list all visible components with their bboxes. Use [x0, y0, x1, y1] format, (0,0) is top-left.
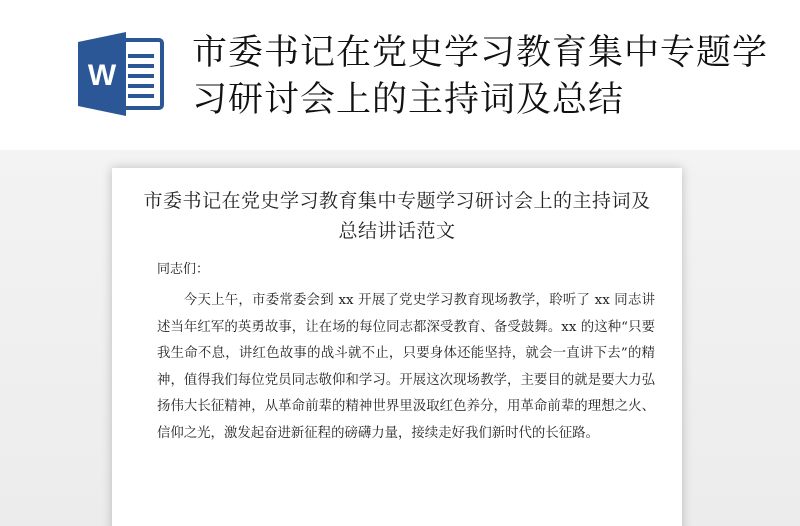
- word-document-icon: [76, 28, 166, 120]
- salutation: 同志们：: [157, 262, 210, 277]
- document-page: [112, 168, 682, 526]
- header-banner: [0, 0, 800, 150]
- word-icon-letter: W: [87, 59, 117, 92]
- body-paragraph: 今天上午，市委常委会到 xx 开展了党史学习教育现场教学，聆听了 xx 同志讲述当年红军的英勇故事，让在场的每位同志都深受教育、备受鼓舞。xx 的这种“只要我生命不息，讲红色故事的战斗就不止，只要身体还能坚持，就会一直讲下去”的精神，值得我们每位党员同志敬仰和学习。开展这次现场教学，主要目的就是要大力弘扬伟大长征精神，从革命前辈的精神世界里汲取红色养分，用革命前辈的理想之火、信仰之光，激发起奋进新征程的磅礴力量，接续走好我们新时代的长征路。: [157, 293, 655, 441]
- banner-title: 市委书记在党史学习教育集中专题学习研讨会上的主持词及总结: [192, 33, 769, 120]
- document-title: 市委书记在党史学习教育集中专题学习研讨会上的主持词及总结讲话范文: [143, 190, 651, 242]
